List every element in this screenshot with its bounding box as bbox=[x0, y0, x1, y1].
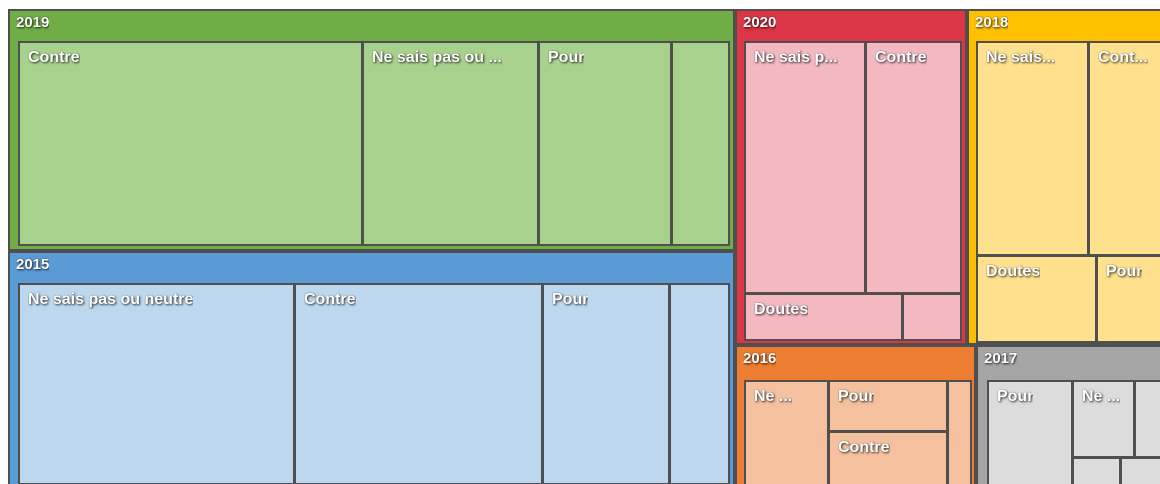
leaf-label: Ne ... bbox=[1082, 388, 1121, 405]
treemap-leaf bbox=[828, 380, 948, 432]
group-label: 2018 bbox=[975, 14, 1009, 31]
treemap-group-2017 bbox=[976, 345, 1160, 484]
treemap-leaf bbox=[18, 41, 363, 246]
treemap-group-2020 bbox=[735, 9, 967, 345]
treemap-leaf bbox=[671, 41, 730, 246]
treemap-leaf bbox=[294, 283, 543, 484]
treemap-leaf bbox=[828, 431, 948, 484]
group-label: 2016 bbox=[743, 350, 777, 367]
leaf-label: Contre bbox=[304, 291, 356, 308]
treemap-leaf bbox=[902, 293, 962, 341]
treemap-group-2018 bbox=[967, 9, 1160, 345]
leaf-label: Ne ... bbox=[754, 388, 793, 405]
treemap-group-2019 bbox=[8, 9, 735, 251]
leaf-label: Ne sais pas ou ... bbox=[372, 49, 502, 66]
treemap-leaf bbox=[669, 283, 730, 484]
treemap-leaf bbox=[987, 380, 1073, 484]
treemap-leaf bbox=[18, 283, 295, 484]
group-label: 2015 bbox=[16, 256, 50, 273]
leaf-label: Ne sais... bbox=[986, 49, 1056, 66]
treemap-leaf bbox=[1088, 41, 1160, 256]
treemap-group-2016 bbox=[735, 345, 976, 484]
leaf-label: Contre bbox=[875, 49, 927, 66]
treemap-leaf bbox=[744, 41, 866, 294]
leaf-label: Doutes bbox=[986, 263, 1041, 280]
treemap-leaf bbox=[362, 41, 539, 246]
treemap-leaf bbox=[744, 380, 829, 484]
treemap-leaf bbox=[542, 283, 670, 484]
leaf-label: Pour bbox=[997, 388, 1034, 405]
treemap-leaf bbox=[538, 41, 672, 246]
treemap-leaf bbox=[1134, 380, 1160, 458]
treemap-leaf bbox=[1072, 380, 1135, 458]
leaf-label: Ne sais p... bbox=[754, 49, 838, 66]
treemap-leaf bbox=[1120, 457, 1160, 484]
treemap-leaf bbox=[976, 255, 1097, 343]
leaf-label: Contre bbox=[28, 49, 80, 66]
leaf-label: Pour bbox=[548, 49, 585, 66]
leaf-label: Ne sais pas ou neutre bbox=[28, 291, 194, 308]
treemap-leaf bbox=[947, 380, 972, 484]
group-label: 2017 bbox=[984, 350, 1018, 367]
treemap-leaf bbox=[1072, 457, 1121, 484]
treemap-leaf bbox=[865, 41, 962, 294]
leaf-label: Pour bbox=[838, 388, 875, 405]
leaf-label: Doutes bbox=[754, 301, 809, 318]
leaf-label: Contre bbox=[838, 439, 890, 456]
treemap-group-2015 bbox=[8, 251, 735, 484]
treemap-leaf bbox=[744, 293, 903, 341]
leaf-label: Pour bbox=[1106, 263, 1143, 280]
leaf-label: Cont... bbox=[1098, 49, 1148, 66]
leaf-label: Pour bbox=[552, 291, 589, 308]
treemap-leaf bbox=[1096, 255, 1160, 343]
treemap-leaf bbox=[976, 41, 1089, 256]
group-label: 2020 bbox=[743, 14, 777, 31]
group-label: 2019 bbox=[16, 14, 50, 31]
